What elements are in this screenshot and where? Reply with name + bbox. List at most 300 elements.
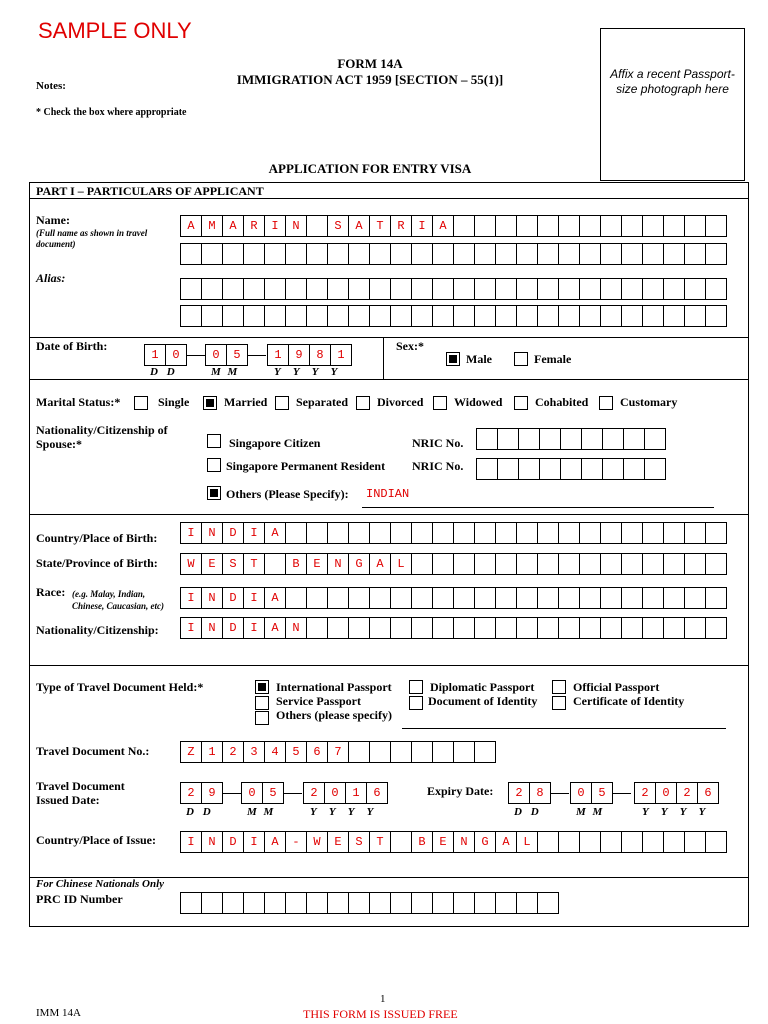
char-cell[interactable]: A (264, 831, 286, 853)
char-cell[interactable] (222, 278, 244, 300)
char-cell[interactable] (432, 553, 454, 575)
char-cell[interactable]: 1 (144, 344, 166, 366)
char-cell[interactable] (201, 305, 223, 327)
char-cell[interactable] (642, 587, 664, 609)
char-cell[interactable]: 2 (222, 741, 244, 763)
char-cell[interactable] (684, 831, 706, 853)
char-cell[interactable] (453, 215, 475, 237)
nric-field-sg[interactable] (476, 428, 666, 450)
char-cell[interactable] (516, 305, 538, 327)
char-cell[interactable] (432, 305, 454, 327)
char-cell[interactable] (663, 215, 685, 237)
char-cell[interactable] (495, 278, 517, 300)
dob-year-field[interactable] (267, 344, 352, 366)
char-cell[interactable] (579, 831, 601, 853)
char-cell[interactable] (369, 892, 391, 914)
marital-cohabited-checkbox[interactable] (514, 396, 528, 410)
char-cell[interactable] (705, 278, 727, 300)
char-cell[interactable]: A (264, 587, 286, 609)
char-cell[interactable] (390, 243, 412, 265)
char-cell[interactable] (600, 522, 622, 544)
char-cell[interactable]: 5 (262, 782, 284, 804)
char-cell[interactable] (684, 215, 706, 237)
char-cell[interactable]: 0 (205, 344, 227, 366)
char-cell[interactable] (602, 458, 624, 480)
marital-customary-checkbox[interactable] (599, 396, 613, 410)
char-cell[interactable] (644, 428, 666, 450)
char-cell[interactable]: 2 (303, 782, 325, 804)
char-cell[interactable] (558, 522, 580, 544)
char-cell[interactable] (623, 428, 645, 450)
char-cell[interactable] (558, 215, 580, 237)
char-cell[interactable]: 4 (264, 741, 286, 763)
char-cell[interactable] (495, 305, 517, 327)
char-cell[interactable]: D (222, 617, 244, 639)
char-cell[interactable] (621, 617, 643, 639)
char-cell[interactable] (348, 617, 370, 639)
char-cell[interactable]: 0 (570, 782, 592, 804)
char-cell[interactable] (705, 553, 727, 575)
char-cell[interactable] (642, 831, 664, 853)
char-cell[interactable] (663, 278, 685, 300)
char-cell[interactable] (285, 587, 307, 609)
char-cell[interactable] (306, 617, 328, 639)
char-cell[interactable]: N (453, 831, 475, 853)
char-cell[interactable] (348, 892, 370, 914)
char-cell[interactable]: S (327, 215, 349, 237)
char-cell[interactable] (600, 587, 622, 609)
char-cell[interactable] (432, 243, 454, 265)
char-cell[interactable] (453, 741, 475, 763)
char-cell[interactable]: E (432, 831, 454, 853)
char-cell[interactable] (474, 617, 496, 639)
marital-separated-checkbox[interactable] (275, 396, 289, 410)
char-cell[interactable]: N (201, 617, 223, 639)
char-cell[interactable]: N (201, 587, 223, 609)
char-cell[interactable]: 6 (697, 782, 719, 804)
char-cell[interactable]: G (474, 831, 496, 853)
char-cell[interactable] (453, 278, 475, 300)
char-cell[interactable] (684, 553, 706, 575)
char-cell[interactable] (411, 553, 433, 575)
char-cell[interactable]: 0 (655, 782, 677, 804)
char-cell[interactable] (516, 892, 538, 914)
char-cell[interactable] (453, 553, 475, 575)
char-cell[interactable] (516, 617, 538, 639)
char-cell[interactable] (411, 892, 433, 914)
char-cell[interactable]: 1 (201, 741, 223, 763)
char-cell[interactable]: 2 (180, 782, 202, 804)
char-cell[interactable] (327, 243, 349, 265)
char-cell[interactable]: A (432, 215, 454, 237)
char-cell[interactable]: 2 (676, 782, 698, 804)
char-cell[interactable] (495, 587, 517, 609)
char-cell[interactable] (600, 617, 622, 639)
char-cell[interactable] (600, 305, 622, 327)
char-cell[interactable] (497, 458, 519, 480)
char-cell[interactable]: 1 (330, 344, 352, 366)
expiry-month-field[interactable] (570, 782, 613, 804)
spouse-sg-checkbox[interactable] (207, 434, 221, 448)
char-cell[interactable] (476, 428, 498, 450)
char-cell[interactable] (621, 522, 643, 544)
char-cell[interactable] (537, 215, 559, 237)
char-cell[interactable]: A (180, 215, 202, 237)
char-cell[interactable] (327, 587, 349, 609)
char-cell[interactable] (516, 243, 538, 265)
char-cell[interactable] (600, 243, 622, 265)
char-cell[interactable] (222, 305, 244, 327)
char-cell[interactable] (581, 458, 603, 480)
photo-box[interactable] (600, 28, 745, 181)
char-cell[interactable]: N (285, 215, 307, 237)
dob-month-field[interactable] (205, 344, 248, 366)
doc-no-field[interactable] (180, 741, 496, 763)
char-cell[interactable] (705, 522, 727, 544)
char-cell[interactable] (306, 305, 328, 327)
char-cell[interactable] (243, 892, 265, 914)
char-cell[interactable]: 6 (366, 782, 388, 804)
char-cell[interactable] (390, 617, 412, 639)
char-cell[interactable] (621, 831, 643, 853)
char-cell[interactable]: N (201, 522, 223, 544)
char-cell[interactable]: 8 (309, 344, 331, 366)
char-cell[interactable] (539, 458, 561, 480)
char-cell[interactable] (306, 522, 328, 544)
char-cell[interactable]: 8 (529, 782, 551, 804)
char-cell[interactable]: 5 (285, 741, 307, 763)
char-cell[interactable] (369, 741, 391, 763)
char-cell[interactable] (516, 587, 538, 609)
char-cell[interactable] (560, 428, 582, 450)
issue-place-field[interactable] (180, 831, 727, 853)
char-cell[interactable] (285, 278, 307, 300)
spouse-others-value[interactable]: INDIAN (366, 487, 410, 501)
char-cell[interactable] (306, 278, 328, 300)
name-field-row1[interactable] (180, 215, 727, 237)
char-cell[interactable]: S (348, 831, 370, 853)
char-cell[interactable] (390, 522, 412, 544)
expiry-day-field[interactable] (508, 782, 551, 804)
birth-state-field[interactable] (180, 553, 727, 575)
cert-identity-checkbox[interactable] (552, 696, 566, 710)
char-cell[interactable] (411, 522, 433, 544)
char-cell[interactable]: I (180, 587, 202, 609)
char-cell[interactable] (537, 831, 559, 853)
char-cell[interactable] (495, 892, 517, 914)
char-cell[interactable]: A (495, 831, 517, 853)
char-cell[interactable] (201, 278, 223, 300)
char-cell[interactable] (474, 892, 496, 914)
char-cell[interactable] (642, 305, 664, 327)
char-cell[interactable] (264, 278, 286, 300)
marital-married-checkbox[interactable] (203, 396, 217, 410)
char-cell[interactable] (495, 522, 517, 544)
char-cell[interactable] (453, 305, 475, 327)
char-cell[interactable] (642, 278, 664, 300)
char-cell[interactable] (705, 617, 727, 639)
char-cell[interactable] (432, 617, 454, 639)
official-passport-checkbox[interactable] (552, 680, 566, 694)
char-cell[interactable] (474, 305, 496, 327)
char-cell[interactable] (411, 587, 433, 609)
char-cell[interactable] (348, 305, 370, 327)
char-cell[interactable]: L (390, 553, 412, 575)
char-cell[interactable]: A (264, 617, 286, 639)
char-cell[interactable]: E (201, 553, 223, 575)
char-cell[interactable] (579, 278, 601, 300)
char-cell[interactable]: D (222, 831, 244, 853)
char-cell[interactable] (602, 428, 624, 450)
char-cell[interactable]: 2 (634, 782, 656, 804)
char-cell[interactable]: S (222, 553, 244, 575)
char-cell[interactable] (663, 553, 685, 575)
char-cell[interactable] (327, 305, 349, 327)
char-cell[interactable] (327, 278, 349, 300)
char-cell[interactable] (453, 892, 475, 914)
char-cell[interactable] (201, 892, 223, 914)
char-cell[interactable] (537, 587, 559, 609)
char-cell[interactable] (579, 553, 601, 575)
char-cell[interactable] (581, 428, 603, 450)
char-cell[interactable] (411, 741, 433, 763)
nationality-field[interactable] (180, 617, 727, 639)
char-cell[interactable] (495, 243, 517, 265)
char-cell[interactable] (222, 892, 244, 914)
char-cell[interactable] (306, 215, 328, 237)
char-cell[interactable] (453, 587, 475, 609)
char-cell[interactable] (411, 305, 433, 327)
char-cell[interactable]: D (222, 522, 244, 544)
char-cell[interactable] (453, 617, 475, 639)
char-cell[interactable] (642, 215, 664, 237)
char-cell[interactable] (390, 278, 412, 300)
issued-month-field[interactable] (241, 782, 284, 804)
char-cell[interactable]: 5 (226, 344, 248, 366)
char-cell[interactable]: B (411, 831, 433, 853)
prc-id-field[interactable] (180, 892, 559, 914)
char-cell[interactable] (432, 522, 454, 544)
char-cell[interactable] (285, 892, 307, 914)
char-cell[interactable] (180, 892, 202, 914)
char-cell[interactable]: A (222, 215, 244, 237)
char-cell[interactable]: I (243, 617, 265, 639)
char-cell[interactable] (642, 617, 664, 639)
char-cell[interactable] (705, 831, 727, 853)
char-cell[interactable] (369, 278, 391, 300)
char-cell[interactable] (348, 587, 370, 609)
marital-widowed-checkbox[interactable] (433, 396, 447, 410)
char-cell[interactable] (369, 305, 391, 327)
char-cell[interactable] (369, 522, 391, 544)
char-cell[interactable]: I (243, 587, 265, 609)
char-cell[interactable] (495, 215, 517, 237)
char-cell[interactable] (285, 522, 307, 544)
char-cell[interactable] (474, 587, 496, 609)
char-cell[interactable] (432, 587, 454, 609)
diplomatic-passport-checkbox[interactable] (409, 680, 423, 694)
char-cell[interactable] (579, 305, 601, 327)
char-cell[interactable] (684, 278, 706, 300)
char-cell[interactable] (539, 428, 561, 450)
char-cell[interactable] (327, 617, 349, 639)
char-cell[interactable] (579, 522, 601, 544)
char-cell[interactable] (180, 278, 202, 300)
char-cell[interactable] (180, 243, 202, 265)
char-cell[interactable]: 3 (243, 741, 265, 763)
birth-country-field[interactable] (180, 522, 727, 544)
char-cell[interactable] (579, 215, 601, 237)
char-cell[interactable] (600, 553, 622, 575)
char-cell[interactable] (476, 458, 498, 480)
char-cell[interactable] (663, 305, 685, 327)
alias-field-row1[interactable] (180, 278, 727, 300)
marital-divorced-checkbox[interactable] (356, 396, 370, 410)
char-cell[interactable]: I (180, 522, 202, 544)
char-cell[interactable]: I (264, 215, 286, 237)
char-cell[interactable] (558, 587, 580, 609)
char-cell[interactable] (390, 587, 412, 609)
char-cell[interactable] (558, 617, 580, 639)
char-cell[interactable] (663, 587, 685, 609)
char-cell[interactable] (621, 278, 643, 300)
char-cell[interactable]: 0 (165, 344, 187, 366)
char-cell[interactable] (537, 553, 559, 575)
char-cell[interactable] (285, 305, 307, 327)
char-cell[interactable] (348, 522, 370, 544)
char-cell[interactable] (453, 243, 475, 265)
char-cell[interactable] (558, 831, 580, 853)
char-cell[interactable] (623, 458, 645, 480)
char-cell[interactable]: - (285, 831, 307, 853)
char-cell[interactable] (621, 305, 643, 327)
char-cell[interactable]: A (264, 522, 286, 544)
spouse-others-checkbox[interactable] (207, 486, 221, 500)
char-cell[interactable] (684, 617, 706, 639)
char-cell[interactable] (306, 892, 328, 914)
char-cell[interactable] (201, 243, 223, 265)
char-cell[interactable] (663, 522, 685, 544)
char-cell[interactable] (579, 617, 601, 639)
char-cell[interactable] (621, 215, 643, 237)
char-cell[interactable]: 2 (508, 782, 530, 804)
char-cell[interactable] (644, 458, 666, 480)
char-cell[interactable] (474, 741, 496, 763)
doc-identity-checkbox[interactable] (409, 696, 423, 710)
char-cell[interactable]: I (180, 617, 202, 639)
char-cell[interactable]: I (243, 522, 265, 544)
issued-day-field[interactable] (180, 782, 223, 804)
char-cell[interactable] (390, 892, 412, 914)
char-cell[interactable] (537, 305, 559, 327)
char-cell[interactable]: L (516, 831, 538, 853)
char-cell[interactable]: I (243, 831, 265, 853)
char-cell[interactable] (348, 243, 370, 265)
char-cell[interactable] (306, 243, 328, 265)
char-cell[interactable] (432, 278, 454, 300)
char-cell[interactable] (705, 587, 727, 609)
char-cell[interactable] (663, 617, 685, 639)
char-cell[interactable] (390, 305, 412, 327)
name-field-row2[interactable] (180, 243, 727, 265)
char-cell[interactable] (537, 522, 559, 544)
char-cell[interactable]: I (411, 215, 433, 237)
char-cell[interactable] (684, 243, 706, 265)
char-cell[interactable] (264, 305, 286, 327)
char-cell[interactable] (369, 243, 391, 265)
char-cell[interactable]: 6 (306, 741, 328, 763)
char-cell[interactable]: E (306, 553, 328, 575)
char-cell[interactable]: 1 (267, 344, 289, 366)
char-cell[interactable] (453, 522, 475, 544)
char-cell[interactable]: 1 (345, 782, 367, 804)
char-cell[interactable] (663, 243, 685, 265)
char-cell[interactable] (537, 892, 559, 914)
char-cell[interactable]: G (348, 553, 370, 575)
char-cell[interactable] (705, 215, 727, 237)
char-cell[interactable] (327, 522, 349, 544)
char-cell[interactable] (684, 587, 706, 609)
char-cell[interactable] (474, 215, 496, 237)
char-cell[interactable]: N (201, 831, 223, 853)
sex-female-checkbox[interactable] (514, 352, 528, 366)
char-cell[interactable] (390, 741, 412, 763)
char-cell[interactable] (180, 305, 202, 327)
char-cell[interactable]: A (348, 215, 370, 237)
char-cell[interactable] (663, 831, 685, 853)
char-cell[interactable] (579, 243, 601, 265)
char-cell[interactable] (642, 553, 664, 575)
char-cell[interactable] (390, 831, 412, 853)
char-cell[interactable] (558, 243, 580, 265)
issued-year-field[interactable] (303, 782, 388, 804)
char-cell[interactable]: R (390, 215, 412, 237)
char-cell[interactable] (495, 617, 517, 639)
char-cell[interactable] (560, 458, 582, 480)
char-cell[interactable] (348, 278, 370, 300)
char-cell[interactable] (432, 741, 454, 763)
char-cell[interactable] (327, 892, 349, 914)
sex-male-checkbox[interactable] (446, 352, 460, 366)
char-cell[interactable]: D (222, 587, 244, 609)
char-cell[interactable] (348, 741, 370, 763)
char-cell[interactable]: M (201, 215, 223, 237)
char-cell[interactable] (243, 305, 265, 327)
char-cell[interactable] (474, 243, 496, 265)
char-cell[interactable]: N (285, 617, 307, 639)
char-cell[interactable]: W (306, 831, 328, 853)
char-cell[interactable] (516, 278, 538, 300)
char-cell[interactable] (642, 243, 664, 265)
char-cell[interactable] (684, 305, 706, 327)
char-cell[interactable] (684, 522, 706, 544)
char-cell[interactable] (432, 892, 454, 914)
char-cell[interactable]: W (180, 553, 202, 575)
char-cell[interactable]: T (243, 553, 265, 575)
char-cell[interactable] (264, 553, 286, 575)
char-cell[interactable] (516, 553, 538, 575)
char-cell[interactable]: I (180, 831, 202, 853)
char-cell[interactable] (369, 617, 391, 639)
spouse-pr-checkbox[interactable] (207, 458, 221, 472)
char-cell[interactable] (705, 305, 727, 327)
alias-field-row2[interactable] (180, 305, 727, 327)
char-cell[interactable] (264, 243, 286, 265)
char-cell[interactable]: Z (180, 741, 202, 763)
char-cell[interactable] (411, 243, 433, 265)
intl-passport-checkbox[interactable] (255, 680, 269, 694)
dob-day-field[interactable] (144, 344, 187, 366)
